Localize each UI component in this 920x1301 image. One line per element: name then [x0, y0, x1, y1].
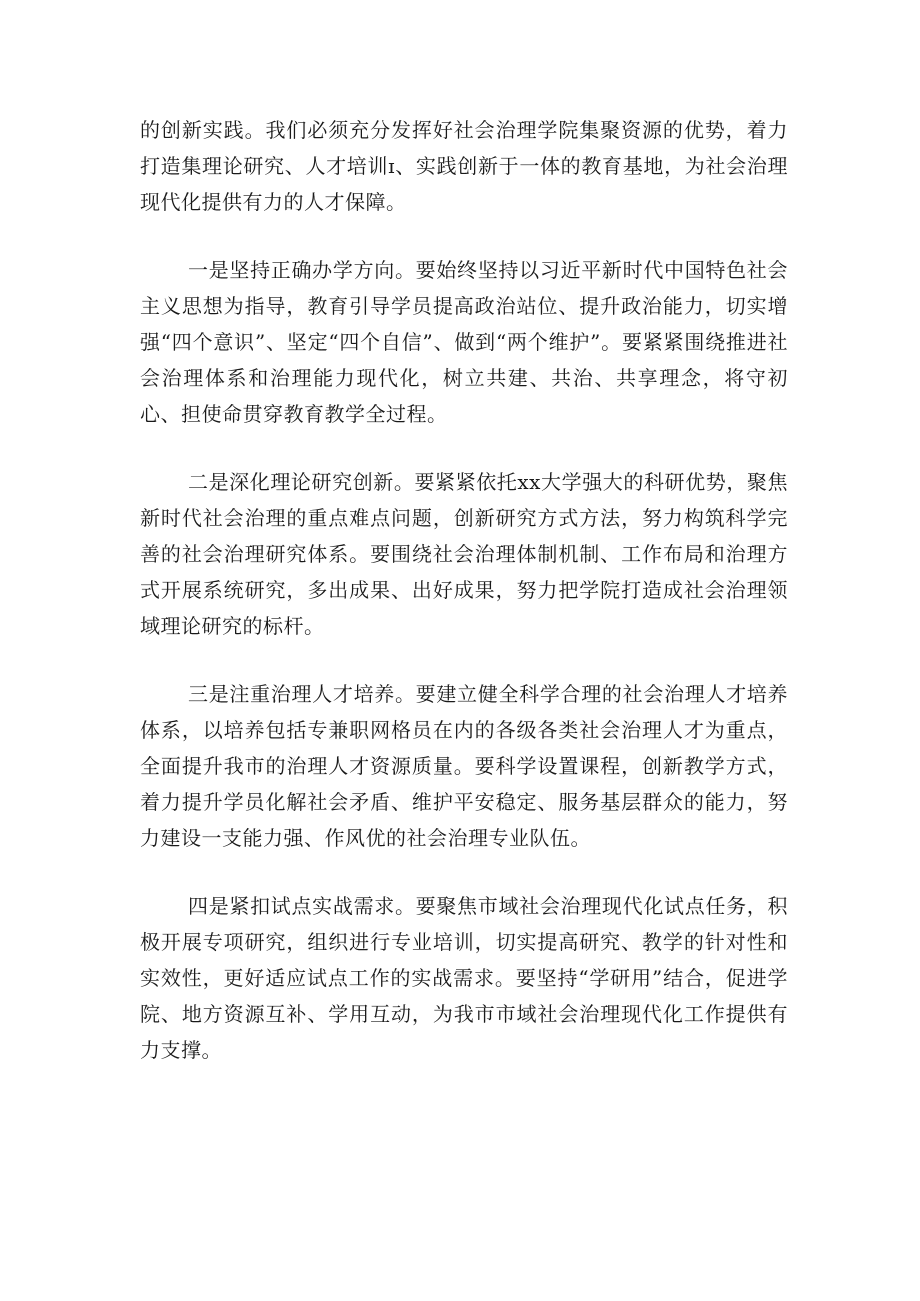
paragraph-point-four: 四是紧扣试点实战需求。要聚焦市域社会治理现代化试点任务，积极开展专项研究，组织进行专业培训，切实提高研究、教学的针对性和实效性，更好适应试点工作的实战需求。要坚持“学研用”结合，促进学院、地方资源互补、学用互动，为我市市域社会治理现代化工作提供有力支撑。: [140, 894, 788, 1062]
paragraph-intro-continuation: 的创新实践。我们必须充分发挥好社会治理学院集聚资源的优势，着力打造集理论研究、人才培训ɪ、实践创新于一体的教育基地，为社会治理现代化提供有力的人才保障。: [140, 118, 788, 214]
paragraph-point-three: 三是注重治理人才培养。要建立健全科学合理的社会治理人才培养体系，以培养包括专兼职网格员在内的各级各类社会治理人才为重点，全面提升我市的治理人才资源质量。要科学设置课程，创新教学方式，着力提升学员化解社会矛盾、维护平安稳定、服务基层群众的能力，努力建设一支能力强、作风优的社会治理专业队伍。: [140, 682, 788, 850]
document-body: [140, 112, 788, 1100]
paragraph-point-one: 一是坚持正确办学方向。要始终坚持以习近平新时代中国特色社会主义思想为指导，教育引导学员提高政治站位、提升政治能力，切实增强“四个意识”、坚定“四个自信”、做到“两个维护”。要紧紧围绕推进社会治理体系和治理能力现代化，树立共建、共治、共享理念，将守初心、担使命贯穿教育教学全过程。: [140, 258, 788, 426]
paragraph-point-two: 二是深化理论研究创新。要紧紧依托xx大学强大的科研优势，聚焦新时代社会治理的重点难点问题，创新研究方式方法，努力构筑科学完善的社会治理研究体系。要围绕社会治理体制机制、工作布局和治理方式开展系统研究，多出成果、出好成果，努力把学院打造成社会治理领域理论研究的标杆。: [140, 470, 788, 638]
